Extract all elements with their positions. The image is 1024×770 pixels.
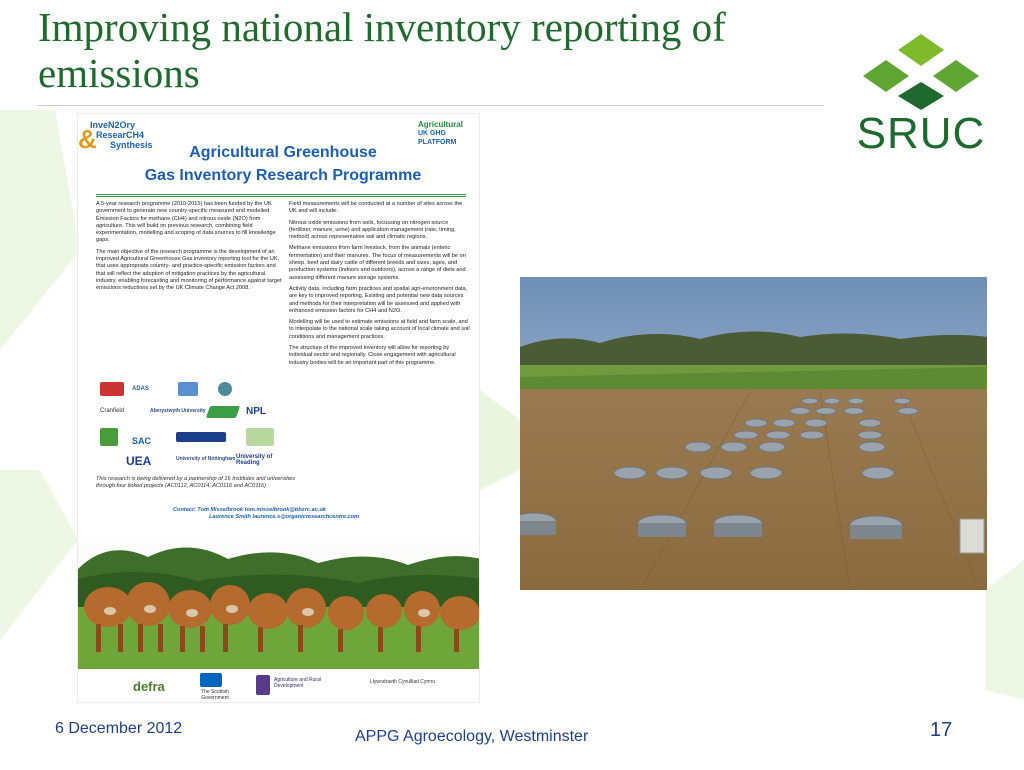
poster-paragraph: Activity data, including farm practices and spatial agri-environment data, are key to improved reporting. Existing and potential new data sources and methods for their interpretation will be assessed and applied with enhanced emission factors for CH4 and N2O.	[289, 285, 468, 314]
welsh-government-logo: Llywodraeth Cynulliad Cymru	[370, 679, 436, 685]
partner-logo-mark	[218, 382, 232, 396]
poster-paragraph: Nitrous oxide emissions from soils, focussing on nitrogen source (fertiliser, manure, urine) and application management (rate, timing, method) across representative soil and climatic regions.	[289, 219, 456, 241]
cattle-photo	[78, 529, 480, 669]
poster-paragraph: Field measurements will be conducted at a number of sites across the UK and will include:	[289, 201, 463, 215]
sruc-logo	[856, 32, 986, 157]
partner-logo: Aberystwyth University	[150, 408, 206, 414]
poster-title-line: Agricultural Greenhouse	[189, 144, 377, 161]
poster-amp-logo: &	[78, 124, 97, 154]
poster-right-column	[289, 201, 471, 371]
poster-paragraph: The main objective of the research programme is the development of an improved Agricultural Greenhouse Gas inventory reporting tool for the UK, that uses appropriate country- and practice-specific emission factors and that will reflect the adoption of mitigation practices by the agricultural industry, enabling forecasting and monitoring of performance against target emissions reductions set by the UK Climate Change Act 2008.	[96, 248, 282, 292]
partner-logo-mark	[100, 382, 124, 396]
partner-logo: UEA	[126, 454, 152, 468]
contact-line: Laurence Smith laurence.s@organicresearchcentre.com	[209, 514, 360, 521]
research-programme-poster	[77, 113, 480, 703]
defra-logo: defra	[133, 679, 165, 694]
contact-line: Contact: Tom Misselbrook tom.misselbrook@bbsrc.ac.uk	[173, 507, 326, 513]
partner-logo-mark	[100, 428, 118, 446]
partner-logo-mark	[206, 406, 240, 418]
logo-line: Agricultural	[418, 120, 463, 129]
poster-left-column	[96, 201, 286, 297]
scottish-government-logo: The Scottish Government	[201, 689, 229, 701]
partner-logo-mark	[176, 432, 226, 442]
partner-logos	[96, 378, 286, 473]
footer-date: 6 December 2012	[55, 720, 183, 737]
logo-line: UK GHG PLATFORM	[418, 130, 457, 146]
sruc-logo-text: SRUC	[856, 109, 986, 158]
dard-logo: Agriculture and Rural Development	[274, 677, 321, 689]
logo-line: ResearCH4	[96, 130, 145, 140]
partner-logo: Cranfield	[100, 408, 125, 414]
partner-logo: University of Reading	[236, 454, 273, 466]
field-chambers-photo	[520, 277, 987, 590]
dard-logo-mark	[256, 675, 270, 695]
slide-number: 17	[930, 719, 953, 741]
partner-logo-mark	[246, 428, 274, 446]
poster-paragraph: Methane emissions from farm livestock, from the animals (enteric fermentation) and their manures. The focus of measurements will be on sheep, beef and dairy cattle of different breeds and sizes, ages, and production systems (indoors and outdoors), across a range of diets and assessing different manure storage systems.	[289, 245, 466, 281]
poster-partners-note: This research is being delivered by a partnership of 16 Institutes and universities through four linked projects (AC0112, AC0114, AC0116 and AC0116)	[96, 476, 295, 490]
partner-logo-mark	[178, 382, 198, 396]
partner-logo: NPL	[246, 406, 266, 417]
poster-paragraph: The structure of the improved inventory will allow for reporting by individual sector and regionally. Close engagement with agricultural industry bodies will be an important part of this programme.	[289, 345, 456, 366]
footer-event: APPG Agroecology, Westminster	[355, 728, 589, 745]
logo-line: InveN2Ory	[90, 120, 136, 130]
poster-divider	[96, 194, 466, 197]
poster-paragraph: A 5-year research programme (2010-2015) has been funded by the UK government to generate new country-specific measured and modelled Emission Factors for methane (CH4) and nitrous oxide (N2O) from agriculture. This will build on previous research, combining field experimentation, modelling and scoping of data sources to fill knowledge gaps.	[96, 201, 276, 244]
poster-contact	[173, 507, 473, 522]
slide-title: Improving national inventory reporting of emissions	[38, 4, 726, 96]
scottish-flag-icon	[200, 673, 222, 687]
partner-logo: SAC	[132, 436, 152, 446]
poster-title	[138, 141, 428, 187]
partner-logo: University of Nottingham	[176, 456, 236, 462]
logo-line: Synthesis	[110, 140, 153, 150]
poster-footer-logos	[78, 669, 480, 703]
sruc-diamonds-icon	[856, 32, 986, 112]
partner-logo: ADAS	[132, 386, 150, 392]
title-divider	[38, 105, 824, 106]
poster-paragraph: Modelling will be used to estimate emissions at field and farm scale, and to interpolate to the national scale taking account of local climate and soil conditions and management practices.	[289, 319, 470, 340]
poster-title-line: Gas Inventory Research Programme	[144, 167, 422, 184]
